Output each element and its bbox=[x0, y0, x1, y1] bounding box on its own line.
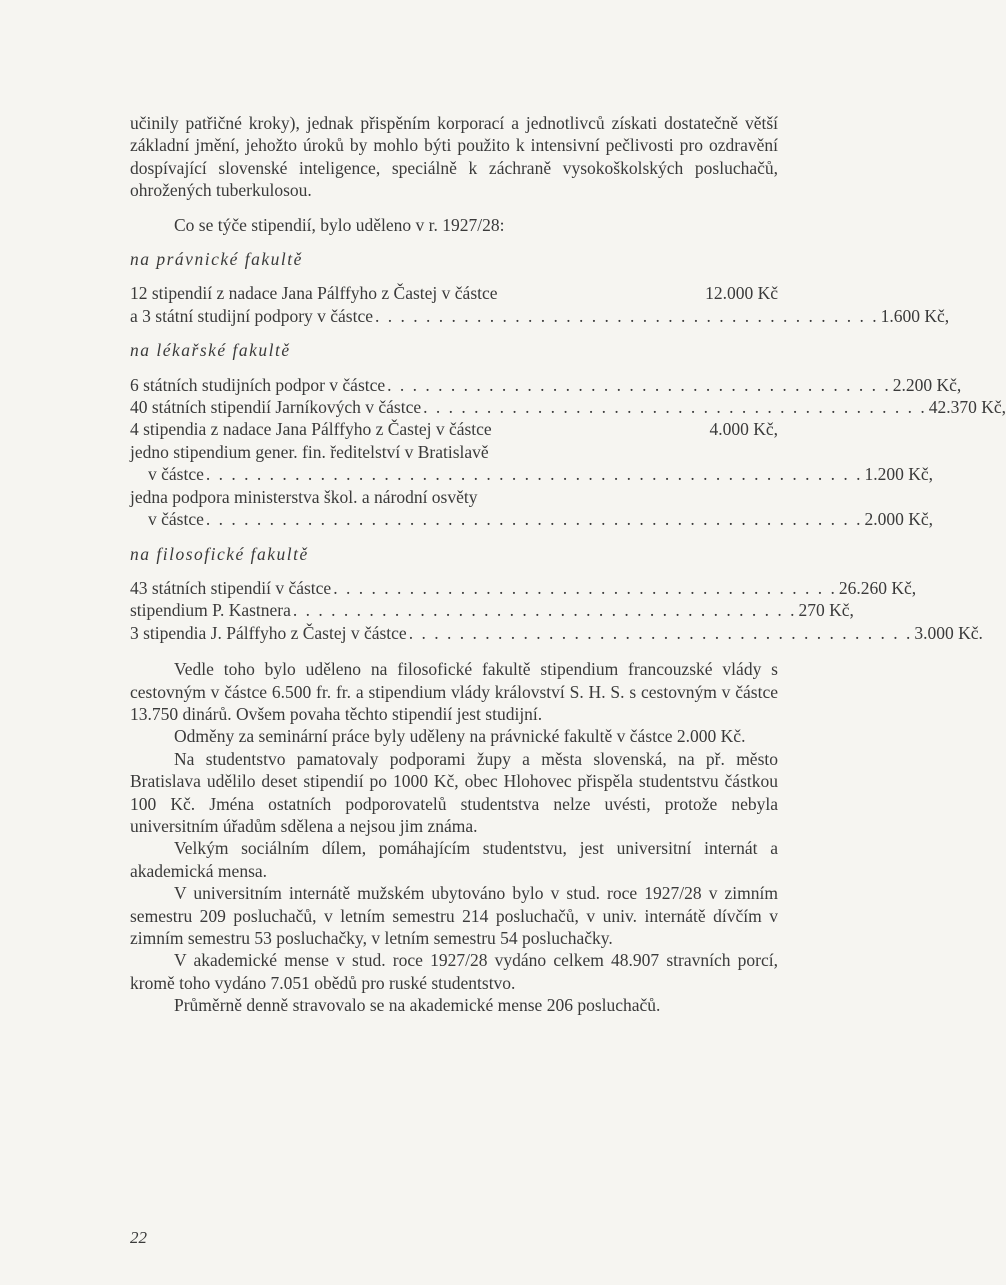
faculty-phil-heading: na filosofické fakultě bbox=[130, 543, 309, 564]
med-row: 40 státních stipendií Jarníkových v částce . . . . . . . . . . . . . . . . . . . . . . . . . . . . . . . . . . . . . . . . 42.370 Kč, bbox=[130, 397, 1006, 418]
law-row bbox=[130, 282, 778, 304]
paragraph: Vedle toho bylo uděleno na filosofické fakultě stipendium francouzské vlády s cestovným v částce 6.500 fr. fr. a stipendium vlády království S. H. S. s cestovným v částce 13.750 dinárů. Ovšem povaha těchto stipendií jest studijní. bbox=[130, 659, 778, 724]
row-label: 6 státních studijních podpor v částce bbox=[130, 374, 386, 395]
row-amount: 3.000 Kč. bbox=[914, 622, 983, 643]
phil-row: 43 státních stipendií v částce . . . . . . . . . . . . . . . . . . . . . . . . . . . . . . . . . . . . . . . . 26.260 Kč, bbox=[130, 577, 917, 598]
med-grant-1-line: jedno stipendium gener. fin. ředitelství v Bratislavě bbox=[130, 441, 489, 462]
row-label: 3 stipendia J. Pálffyho z Častej v částce bbox=[130, 622, 407, 643]
row-amount: 12.000 Kč bbox=[705, 283, 778, 304]
row-amount: 42.370 Kč, bbox=[928, 397, 1006, 418]
paragraph: Průměrně denně stravovalo se na akademické mense 206 posluchačů. bbox=[174, 995, 661, 1016]
intro-paragraph: učinily patřičné kroky), jednak přispěním korporací a jednotlivců získati dostatečně větší základní jmění, jehožto úroků by mohlo býti použito k intensivní pečlivosti pro ozdravění dospívající slovenské inteligence, speciálně k záchraně vysokoškolských posluchačů, ohrožených tuberkulosou. bbox=[130, 113, 778, 201]
row-label: 43 státních stipendií v částce bbox=[130, 577, 332, 598]
row-amount: 270 Kč, bbox=[798, 600, 854, 621]
med-row bbox=[130, 418, 778, 440]
paragraph: Velkým sociálním dílem, pomáhajícím studentstvu, jest universitní internát a akademická mensa. bbox=[130, 838, 778, 881]
phil-row: 3 stipendia J. Pálffyho z Častej v částce . . . . . . . . . . . . . . . . . . . . . . . . . . . . . . . . . . . . . . . . 3.000 Kč. bbox=[130, 622, 983, 643]
row-label: stipendium P. Kastnera bbox=[130, 600, 291, 621]
paragraph: V universitním internátě mužském ubytováno bylo v stud. roce 1927/28 v zimním semestru 209 posluchačů, v letním semestru 214 posluchačů, v univ. internátě dívčím v zimním semestru 53 posluchačky, v letním semestru 54 posluchačky. bbox=[130, 883, 778, 948]
row-label: 40 státních stipendií Jarníkových v částce bbox=[130, 397, 422, 418]
row-label: 4 stipendia z nadace Jana Pálffyho z Častej v částce bbox=[130, 419, 492, 440]
phil-row: stipendium P. Kastnera . . . . . . . . . . . . . . . . . . . . . . . . . . . . . . . . . . . . . . . . 270 Kč, bbox=[130, 600, 854, 621]
page-number: 22 bbox=[130, 1228, 147, 1247]
row-label: v částce bbox=[148, 464, 204, 485]
row-amount: 26.260 Kč, bbox=[838, 577, 917, 598]
row-amount: 1.200 Kč, bbox=[864, 464, 934, 485]
row-amount: 2.000 Kč, bbox=[864, 509, 934, 530]
med-grant-2-line: jedna podpora ministerstva škol. a národní osvěty bbox=[130, 486, 478, 507]
row-amount: 4.000 Kč, bbox=[709, 419, 778, 440]
row-amount: 2.200 Kč, bbox=[892, 374, 962, 395]
body-paragraphs bbox=[130, 658, 778, 1017]
faculty-med-heading: na lékařské fakultě bbox=[130, 340, 291, 361]
med-row: v částce . . . . . . . . . . . . . . . . . . . . . . . . . . . . . . . . . . . . . . . . . . . . . . . . . . . . 1.200 Kč, bbox=[148, 464, 934, 485]
paragraph: V akademické mense v stud. roce 1927/28 vydáno celkem 48.907 stravních porcí, kromě toho vydáno 7.051 obědů pro ruské studentstvo. bbox=[130, 950, 778, 993]
row-label: v částce bbox=[148, 509, 204, 530]
paragraph: Na studentstvo pamatovaly podporami župy a města slovenská, na př. město Bratislava udělilo deset stipendií po 1000 Kč, obec Hlohovec přispěla studentstvu částkou 100 Kč. Jména ostatních podporovatelů studentstva nelze uvésti, protože nebyla universitním úřadům sdělena a nejsou jim známa. bbox=[130, 748, 778, 836]
text-block bbox=[130, 112, 1006, 1017]
med-row: 6 státních studijních podpor v částce . . . . . . . . . . . . . . . . . . . . . . . . . . . . . . . . . . . . . . . . 2.200 Kč, bbox=[130, 374, 962, 395]
row-amount: 1.600 Kč, bbox=[880, 305, 950, 326]
law-row: a 3 státní studijní podpory v částce . . . . . . . . . . . . . . . . . . . . . . . . . . . . . . . . . . . . . . . . 1.600 Kč, bbox=[130, 305, 950, 326]
paragraph: Odměny za seminární práce byly uděleny na právnické fakultě v částce 2.000 Kč. bbox=[174, 726, 746, 747]
faculty-law-heading: na právnické fakultě bbox=[130, 249, 303, 270]
row-label: 12 stipendií z nadace Jana Pálffyho z Častej v částce bbox=[130, 283, 498, 304]
stipend-intro: Co se týče stipendií, bylo uděleno v r. 1927/28: bbox=[174, 214, 505, 235]
row-label: a 3 státní studijní podpory v částce bbox=[130, 305, 374, 326]
med-row: v částce . . . . . . . . . . . . . . . . . . . . . . . . . . . . . . . . . . . . . . . . . . . . . . . . . . . . 2.000 Kč, bbox=[148, 509, 934, 530]
